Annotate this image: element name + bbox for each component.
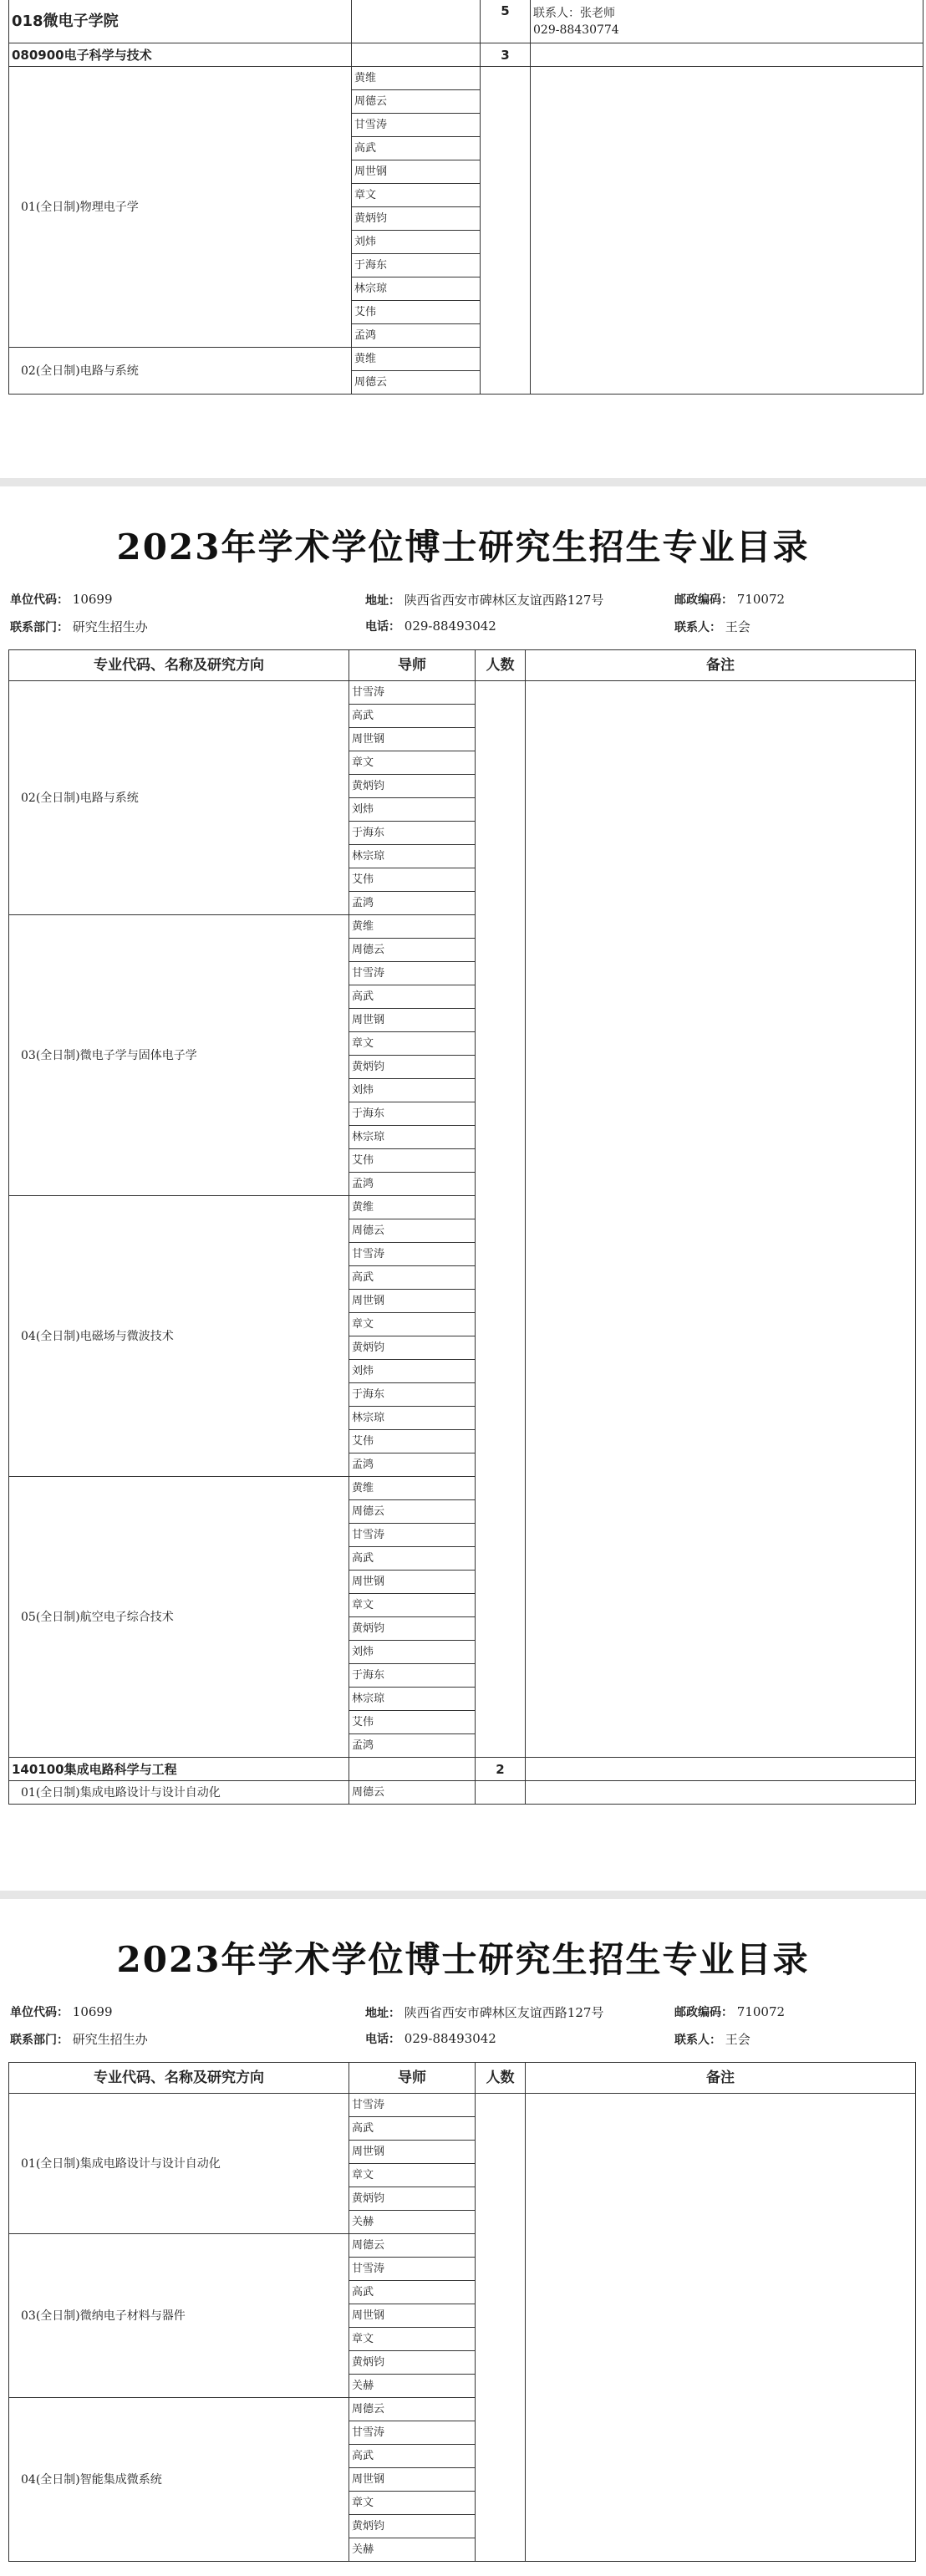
tutor-name: 刘炜 bbox=[349, 1079, 476, 1102]
tutor-name: 黄维 bbox=[349, 1477, 476, 1500]
tutor-name: 刘炜 bbox=[349, 1360, 476, 1383]
tutor-name: 高武 bbox=[349, 1266, 476, 1290]
tutor-name: 黄维 bbox=[349, 915, 476, 939]
tutor-name: 周德云 bbox=[349, 1219, 476, 1243]
contact: 王会 bbox=[725, 2032, 750, 2047]
contact-person: 联系人：张老师 bbox=[533, 6, 615, 20]
count-cell: 3 bbox=[481, 43, 531, 67]
tutor-name: 章文 bbox=[352, 184, 481, 207]
catalog-page-2 bbox=[0, 486, 926, 1891]
tutor-name: 黄炳钧 bbox=[349, 1617, 476, 1641]
column-header-count: 人数 bbox=[476, 650, 526, 681]
tutor-name: 章文 bbox=[349, 1313, 476, 1336]
tutor-name: 高武 bbox=[349, 985, 476, 1009]
postcode-label: 邮政编码： bbox=[674, 593, 733, 607]
unit-code-label: 单位代码： bbox=[10, 593, 69, 607]
tutor-name: 黄炳钧 bbox=[349, 2515, 476, 2538]
phone-label: 电话： bbox=[365, 2033, 400, 2046]
tutor-name: 关赫 bbox=[349, 2211, 476, 2234]
research-direction: 02(全日制)电路与系统 bbox=[9, 681, 349, 915]
research-direction: 03(全日制)微电子学与固体电子学 bbox=[9, 915, 349, 1196]
research-direction: 01(全日制)集成电路设计与设计自动化 bbox=[9, 2094, 349, 2234]
tutor-name: 周德云 bbox=[349, 939, 476, 962]
tutor-name: 甘雪涛 bbox=[349, 962, 476, 985]
tutor-name: 艾伟 bbox=[352, 301, 481, 324]
tutor-name: 林宗琼 bbox=[349, 845, 476, 868]
note-cell bbox=[526, 1781, 916, 1805]
count-cell bbox=[476, 2094, 526, 2562]
tutor-name: 林宗琼 bbox=[349, 1126, 476, 1149]
note-cell bbox=[531, 43, 923, 67]
tutor-name: 艾伟 bbox=[349, 1149, 476, 1173]
dept-label: 联系部门： bbox=[10, 621, 69, 634]
tutor-name: 章文 bbox=[349, 2492, 476, 2515]
address-label: 地址： bbox=[365, 594, 400, 608]
tutor-name: 孟鸿 bbox=[349, 1734, 476, 1758]
tutor-name: 周德云 bbox=[352, 90, 481, 114]
tutor-name: 黄炳钧 bbox=[349, 2351, 476, 2375]
research-direction: 05(全日制)航空电子综合技术 bbox=[9, 1477, 349, 1758]
note-cell bbox=[531, 67, 923, 395]
contact-label: 联系人： bbox=[674, 2034, 721, 2047]
column-header-major: 专业代码、名称及研究方向 bbox=[9, 2063, 349, 2094]
major-name: 080900电子科学与技术 bbox=[9, 43, 352, 67]
research-direction: 04(全日制)电磁场与微波技术 bbox=[9, 1196, 349, 1477]
research-direction: 01(全日制)集成电路设计与设计自动化 bbox=[9, 1781, 349, 1805]
note-cell bbox=[526, 681, 916, 1758]
tutor-name: 高武 bbox=[352, 137, 481, 160]
major-name: 140100集成电路科学与工程 bbox=[9, 1758, 349, 1781]
tutor-name: 周世钢 bbox=[349, 2304, 476, 2328]
table-row bbox=[9, 1781, 916, 1805]
tutor-name: 周世钢 bbox=[352, 160, 481, 184]
phone-label: 电话： bbox=[365, 620, 400, 634]
tutor-name: 周德云 bbox=[349, 1781, 476, 1805]
tutor-name: 林宗琼 bbox=[349, 1688, 476, 1711]
unit-code: 10699 bbox=[72, 2004, 113, 2019]
unit-code-label: 单位代码： bbox=[10, 2006, 69, 2019]
page-separator bbox=[0, 478, 926, 486]
table-row bbox=[9, 681, 916, 705]
tutor-name: 黄炳钧 bbox=[352, 207, 481, 231]
tutor-name: 甘雪涛 bbox=[349, 1243, 476, 1266]
address: 陕西省西安市碑林区友谊西路127号 bbox=[404, 593, 604, 608]
tutor-name: 孟鸿 bbox=[349, 1453, 476, 1477]
tutor-name: 周世钢 bbox=[349, 728, 476, 751]
dept: 研究生招生办 bbox=[72, 2032, 148, 2047]
table-header-row bbox=[9, 2063, 916, 2094]
tutor-name: 甘雪涛 bbox=[349, 2258, 476, 2281]
college-count: 5 bbox=[481, 0, 531, 43]
postcode: 710072 bbox=[736, 2004, 786, 2019]
phone: 029-88493042 bbox=[404, 2031, 496, 2046]
page-separator bbox=[0, 1891, 926, 1899]
dept: 研究生招生办 bbox=[72, 619, 148, 634]
tutor-name: 高武 bbox=[349, 2117, 476, 2141]
research-direction: 02(全日制)电路与系统 bbox=[9, 348, 352, 395]
postcode-label: 邮政编码： bbox=[674, 2006, 733, 2019]
count-cell bbox=[481, 67, 531, 395]
major-row bbox=[9, 43, 923, 67]
college-name: 018微电子学院 bbox=[9, 0, 352, 43]
tutor-name: 周世钢 bbox=[349, 1571, 476, 1594]
tutor-cell bbox=[352, 0, 481, 43]
tutor-name: 甘雪涛 bbox=[349, 1524, 476, 1547]
research-direction: 01(全日制)物理电子学 bbox=[9, 67, 352, 348]
tutor-name: 刘炜 bbox=[349, 1641, 476, 1664]
tutor-name: 于海东 bbox=[349, 822, 476, 845]
tutor-name: 艾伟 bbox=[349, 868, 476, 892]
column-header-note: 备注 bbox=[526, 2063, 916, 2094]
dept-label: 联系部门： bbox=[10, 2034, 69, 2047]
college-row bbox=[9, 0, 923, 43]
tutor-name: 甘雪涛 bbox=[349, 681, 476, 705]
research-direction: 04(全日制)智能集成微系统 bbox=[9, 2398, 349, 2562]
postcode: 710072 bbox=[736, 592, 786, 607]
tutor-name: 甘雪涛 bbox=[349, 2421, 476, 2445]
tutor-name: 周德云 bbox=[352, 371, 481, 395]
tutor-name: 高武 bbox=[349, 1547, 476, 1571]
tutor-name: 周世钢 bbox=[349, 1290, 476, 1313]
address: 陕西省西安市碑林区友谊西路127号 bbox=[404, 2005, 604, 2020]
tutor-name: 高武 bbox=[349, 2445, 476, 2468]
research-direction: 03(全日制)微纳电子材料与器件 bbox=[9, 2234, 349, 2398]
tutor-name: 周世钢 bbox=[349, 2141, 476, 2164]
phone: 029-88493042 bbox=[404, 619, 496, 634]
address-label: 地址： bbox=[365, 2007, 400, 2020]
tutor-name: 林宗琼 bbox=[349, 1407, 476, 1430]
tutor-name: 章文 bbox=[349, 1032, 476, 1056]
tutor-name: 甘雪涛 bbox=[349, 2094, 476, 2117]
tutor-name: 孟鸿 bbox=[349, 1173, 476, 1196]
contact-phone: 029-88430774 bbox=[533, 23, 619, 37]
tutor-name: 黄维 bbox=[349, 1196, 476, 1219]
tutor-name: 章文 bbox=[349, 751, 476, 775]
tutor-cell bbox=[352, 43, 481, 67]
column-header-note: 备注 bbox=[526, 650, 916, 681]
table-header-row bbox=[9, 650, 916, 681]
column-header-count: 人数 bbox=[476, 2063, 526, 2094]
tutor-name: 于海东 bbox=[349, 1664, 476, 1688]
catalog-table-2 bbox=[8, 649, 916, 1805]
tutor-name: 刘炜 bbox=[349, 798, 476, 822]
contact: 王会 bbox=[725, 619, 750, 634]
tutor-name: 艾伟 bbox=[349, 1711, 476, 1734]
tutor-name: 黄炳钧 bbox=[349, 2187, 476, 2211]
tutor-name: 关赫 bbox=[349, 2538, 476, 2562]
count-cell: 2 bbox=[476, 1758, 526, 1781]
tutor-name: 林宗琼 bbox=[352, 277, 481, 301]
tutor-name: 黄维 bbox=[352, 67, 481, 90]
tutor-name: 高武 bbox=[349, 705, 476, 728]
column-header-tutor: 导师 bbox=[349, 2063, 476, 2094]
page-title: 2023年学术学位博士研究生招生专业目录 bbox=[116, 1939, 810, 1980]
catalog-page-1 bbox=[0, 0, 926, 481]
unit-code: 10699 bbox=[72, 592, 113, 607]
tutor-name: 于海东 bbox=[352, 254, 481, 277]
table-row bbox=[9, 67, 923, 90]
tutor-name: 周德云 bbox=[349, 1500, 476, 1524]
tutor-name: 章文 bbox=[349, 2328, 476, 2351]
catalog-table-3 bbox=[8, 2062, 916, 2562]
tutor-name: 周世钢 bbox=[349, 1009, 476, 1032]
note-cell bbox=[526, 1758, 916, 1781]
count-cell bbox=[476, 1781, 526, 1805]
column-header-tutor: 导师 bbox=[349, 650, 476, 681]
page-title: 2023年学术学位博士研究生招生专业目录 bbox=[116, 527, 810, 568]
table-row bbox=[9, 2094, 916, 2117]
tutor-name: 艾伟 bbox=[349, 1430, 476, 1453]
tutor-name: 黄维 bbox=[352, 348, 481, 371]
tutor-name: 黄炳钧 bbox=[349, 775, 476, 798]
tutor-name: 周德云 bbox=[349, 2398, 476, 2421]
column-header-major: 专业代码、名称及研究方向 bbox=[9, 650, 349, 681]
tutor-name: 周世钢 bbox=[349, 2468, 476, 2492]
contact-label: 联系人： bbox=[674, 621, 721, 634]
tutor-name: 甘雪涛 bbox=[352, 114, 481, 137]
major-row bbox=[9, 1758, 916, 1781]
tutor-name: 黄炳钧 bbox=[349, 1336, 476, 1360]
count-cell bbox=[476, 681, 526, 1758]
tutor-name: 章文 bbox=[349, 2164, 476, 2187]
tutor-name: 黄炳钧 bbox=[349, 1056, 476, 1079]
tutor-name: 刘炜 bbox=[352, 231, 481, 254]
college-note bbox=[531, 0, 923, 43]
note-cell bbox=[526, 2094, 916, 2562]
tutor-name: 周德云 bbox=[349, 2234, 476, 2258]
catalog-page-3 bbox=[0, 1899, 926, 2576]
tutor-name: 于海东 bbox=[349, 1383, 476, 1407]
catalog-table-1 bbox=[8, 0, 923, 395]
tutor-name: 于海东 bbox=[349, 1102, 476, 1126]
tutor-name: 孟鸿 bbox=[349, 892, 476, 915]
tutor-name: 章文 bbox=[349, 1594, 476, 1617]
tutor-name: 高武 bbox=[349, 2281, 476, 2304]
tutor-name: 孟鸿 bbox=[352, 324, 481, 348]
tutor-name: 关赫 bbox=[349, 2375, 476, 2398]
tutor-cell bbox=[349, 1758, 476, 1781]
